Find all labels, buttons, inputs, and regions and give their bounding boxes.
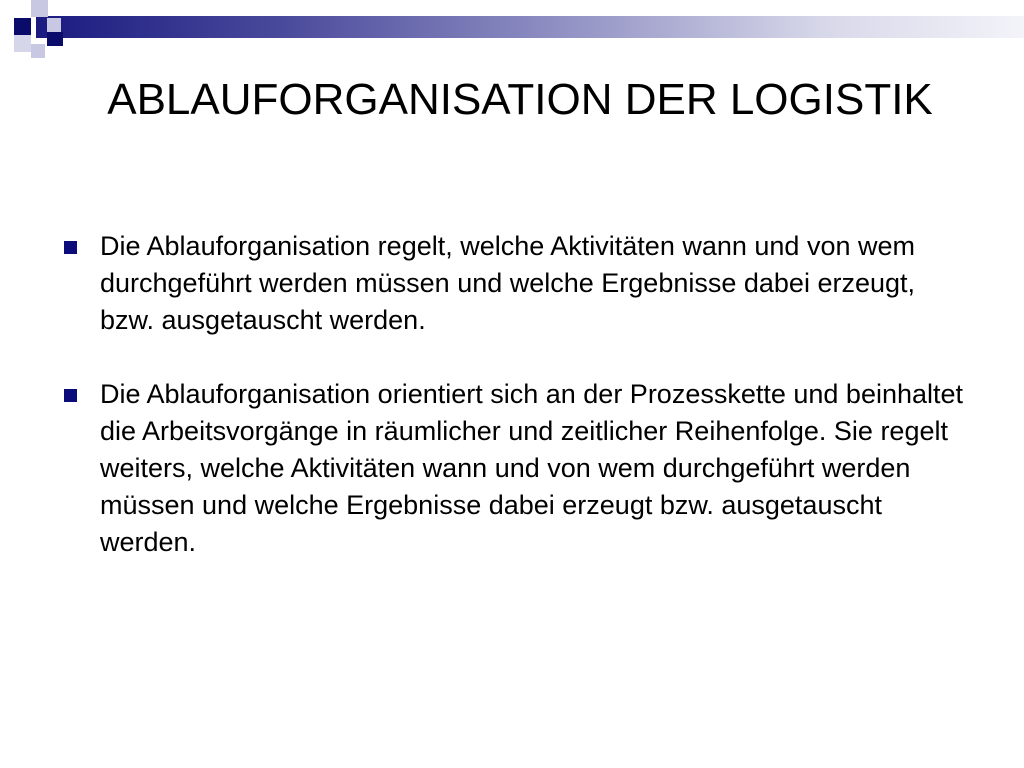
slide-title: ABLAUFORGANISATION DER LOGISTIK — [107, 75, 933, 124]
bullet-text: Die Ablauforganisation regelt, welche Aktivitäten wann und von wem durchgeführt werden müssen und welche Ergebnisse dabei erzeugt, bzw. ausgetauscht werden. — [100, 231, 915, 335]
header-gradient-band — [36, 16, 1024, 38]
decorative-square — [47, 32, 63, 46]
bullet-list — [60, 228, 970, 598]
bullet-text: Die Ablauforganisation orientiert sich an der Prozesskette und beinhaltet die Arbeitsvorgänge in räumlicher und zeitlicher Reihenfolge. Sie regelt weiters, welche Aktivitäten wann und von wem durchgeführt werden müssen und welche Ergebnisse dabei erzeugt bzw. ausgetauscht werden. — [100, 379, 964, 557]
square-bullet-icon — [64, 389, 77, 402]
decorative-square — [31, 44, 45, 58]
decorative-square — [47, 18, 61, 32]
bullet-item — [60, 228, 970, 339]
decorative-square — [14, 18, 31, 35]
decorative-square — [14, 35, 31, 52]
decorative-square — [31, 0, 48, 17]
square-bullet-icon — [64, 241, 77, 254]
bullet-item — [60, 376, 970, 561]
